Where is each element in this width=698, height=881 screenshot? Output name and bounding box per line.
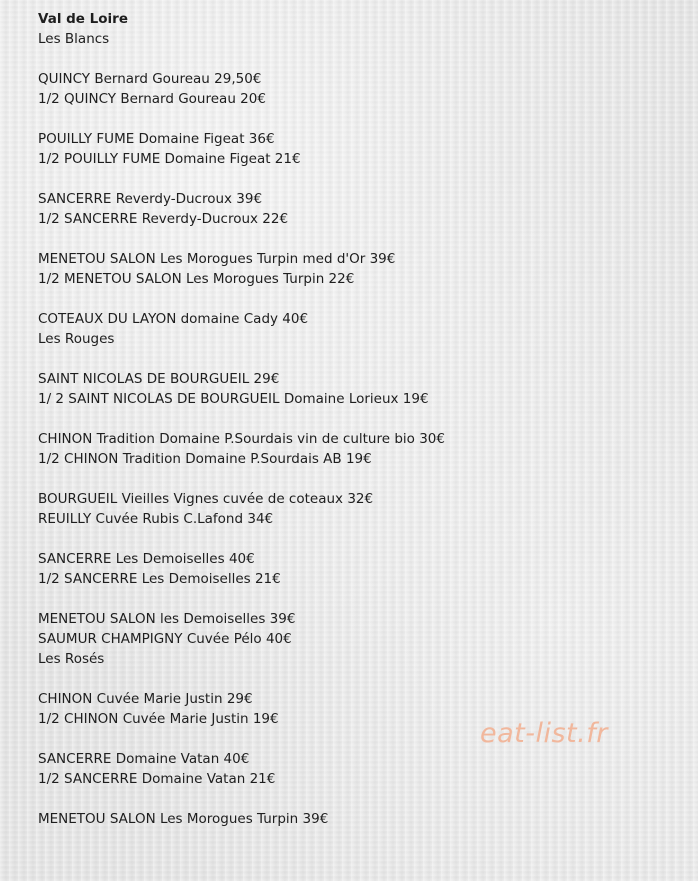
- wine-item: 1/2 SANCERRE Domaine Vatan 21€: [38, 771, 276, 787]
- wine-item: 1/2 CHINON Tradition Domaine P.Sourdais AB 19€: [38, 451, 372, 467]
- wine-item: MENETOU SALON les Demoiselles 39€: [38, 611, 296, 627]
- spacer: [38, 349, 678, 369]
- watermark-logo: eat-list.fr: [480, 718, 608, 749]
- wine-item: MENETOU SALON Les Morogues Turpin 39€: [38, 811, 329, 827]
- wine-item: SANCERRE Domaine Vatan 40€: [38, 751, 250, 767]
- spacer: [38, 469, 678, 489]
- spacer: [38, 789, 678, 809]
- spacer: [38, 169, 678, 189]
- wine-item: 1/2 MENETOU SALON Les Morogues Turpin 22€: [38, 271, 355, 287]
- spacer: [38, 49, 678, 69]
- wine-list: [38, 9, 678, 829]
- wine-item: 1/2 CHINON Cuvée Marie Justin 19€: [38, 711, 279, 727]
- wine-item: POUILLY FUME Domaine Figeat 36€: [38, 131, 275, 147]
- wine-item: 1/2 QUINCY Bernard Goureau 20€: [38, 91, 266, 107]
- wine-item: 1/2 SANCERRE Les Demoiselles 21€: [38, 571, 281, 587]
- wine-item: SAINT NICOLAS DE BOURGUEIL 29€: [38, 371, 280, 387]
- wine-item: BOURGUEIL Vieilles Vignes cuvée de coteaux 32€: [38, 491, 374, 507]
- wine-item: MENETOU SALON Les Morogues Turpin med d'Or 39€: [38, 251, 396, 267]
- wine-item: REUILLY Cuvée Rubis C.Lafond 34€: [38, 511, 274, 527]
- spacer: [38, 289, 678, 309]
- spacer: [38, 589, 678, 609]
- wine-item: 1/ 2 SAINT NICOLAS DE BOURGUEIL Domaine Lorieux 19€: [38, 391, 429, 407]
- wine-item: SANCERRE Les Demoiselles 40€: [38, 551, 255, 567]
- spacer: [38, 529, 678, 549]
- spacer: [38, 229, 678, 249]
- section-label-whites: Les Blancs: [38, 31, 110, 47]
- wine-item: 1/2 SANCERRE Reverdy-Ducroux 22€: [38, 211, 289, 227]
- wine-item: SANCERRE Reverdy-Ducroux 39€: [38, 191, 263, 207]
- section-label-roses: Les Rosés: [38, 651, 105, 667]
- wine-item: SAUMUR CHAMPIGNY Cuvée Pélo 40€: [38, 631, 292, 647]
- wine-item: COTEAUX DU LAYON domaine Cady 40€: [38, 311, 309, 327]
- section-label-reds: Les Rouges: [38, 331, 115, 347]
- spacer: [38, 669, 678, 689]
- wine-item: CHINON Tradition Domaine P.Sourdais vin de culture bio 30€: [38, 431, 445, 447]
- wine-item: QUINCY Bernard Goureau 29,50€: [38, 71, 262, 87]
- wine-item: 1/2 POUILLY FUME Domaine Figeat 21€: [38, 151, 301, 167]
- spacer: [38, 109, 678, 129]
- spacer: [38, 409, 678, 429]
- wine-item: CHINON Cuvée Marie Justin 29€: [38, 691, 253, 707]
- region-title: Val de Loire: [38, 11, 128, 27]
